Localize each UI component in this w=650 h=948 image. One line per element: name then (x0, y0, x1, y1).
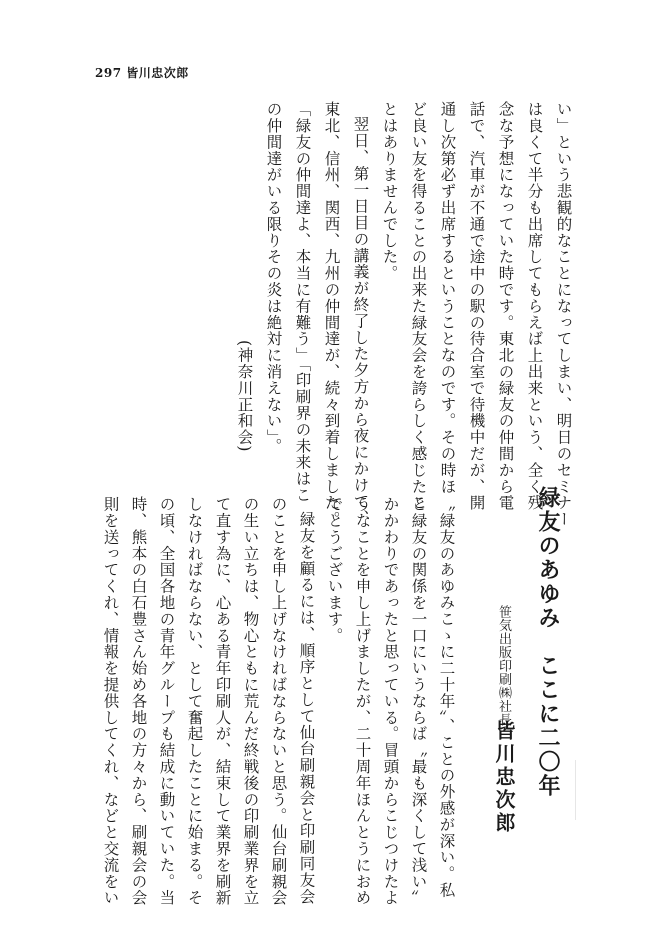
text-column: は良くて半分も出席してもらえば上出来という、全く残 (525, 101, 544, 511)
text-column: かかわりであったと思っている。冒頭からこじつけたよ (381, 496, 400, 906)
text-column: うなことを申し上げましたが、二十周年ほんとうにおめ (353, 496, 372, 906)
text-column: と緑友の関係を一口にいうならば〝最も深くして浅い〟 (409, 496, 428, 906)
text-column: 「緑友の仲間達よ、本当に有難う」「印刷界の未来はこ (293, 101, 312, 504)
text-column: て直す為に、心ある青年印刷人が、結束して業界を刷新 (213, 496, 232, 906)
text-column: 東北、信州、関西、九州の仲間達が、続々到着しました。 (322, 101, 341, 528)
text-column: 〝緑友のあゆみこゝに二十年〟、ことの外感が深い。私 (437, 496, 456, 899)
text-column: とはありませんでした。 (380, 101, 399, 282)
text-column: ど良い友を得ることの出来た緑友会を誇らしく感じたこ (409, 101, 428, 511)
text-column: でとうございます。 (325, 496, 344, 644)
text-column: 緑友を顧るには、順序として仙台刷親会と印刷同友会 (297, 511, 316, 905)
text-column: の仲間達がいる限りその炎は絶対に消えない」。 (264, 101, 283, 455)
text-column: の生い立ちは、物心ともに荒んだ終戦後の印刷業界を立 (241, 496, 260, 906)
text-column: 翌日、第一日目の講義が終了した夕方から夜にかけて、 (351, 116, 370, 526)
text-column: しなければならない、として奮起したことに始まる。そ (185, 496, 204, 906)
divider (575, 760, 576, 820)
text-column: の頃、全国各地の青年グループも結成に動いていた。当 (157, 496, 176, 906)
text-column: 念な予想になっていた時です。東北の緑友の仲間から電 (496, 101, 515, 511)
text-column: 通し次第必ず出席するということなのです。その時ほ (438, 101, 457, 495)
page-header: 297 皆川忠次郎 (95, 66, 189, 80)
author-company: 笹気出版印刷㈱社長 (496, 605, 511, 727)
text-column: 時、熊本の白石豊さん始め各地の方々から、刷親会の会 (129, 496, 148, 906)
text-column: 則を送ってくれ、情報を提供してくれ、などと交流をい (101, 496, 120, 906)
text-column: 話で、汽車が不通で途中の駅の待合室で待機中だが、開 (467, 101, 486, 511)
article-title: 緑友のあゆみ ここに二〇年 (535, 486, 561, 798)
attribution: (神奈川正和会) (235, 340, 254, 453)
author-name: 皆川忠次郎 (492, 720, 516, 835)
text-column: い」という悲観的なことになってしまい、明日のセミナー (554, 101, 573, 528)
text-column: のことを申し上げなければならないと思う。仙台刷親会 (269, 496, 288, 906)
